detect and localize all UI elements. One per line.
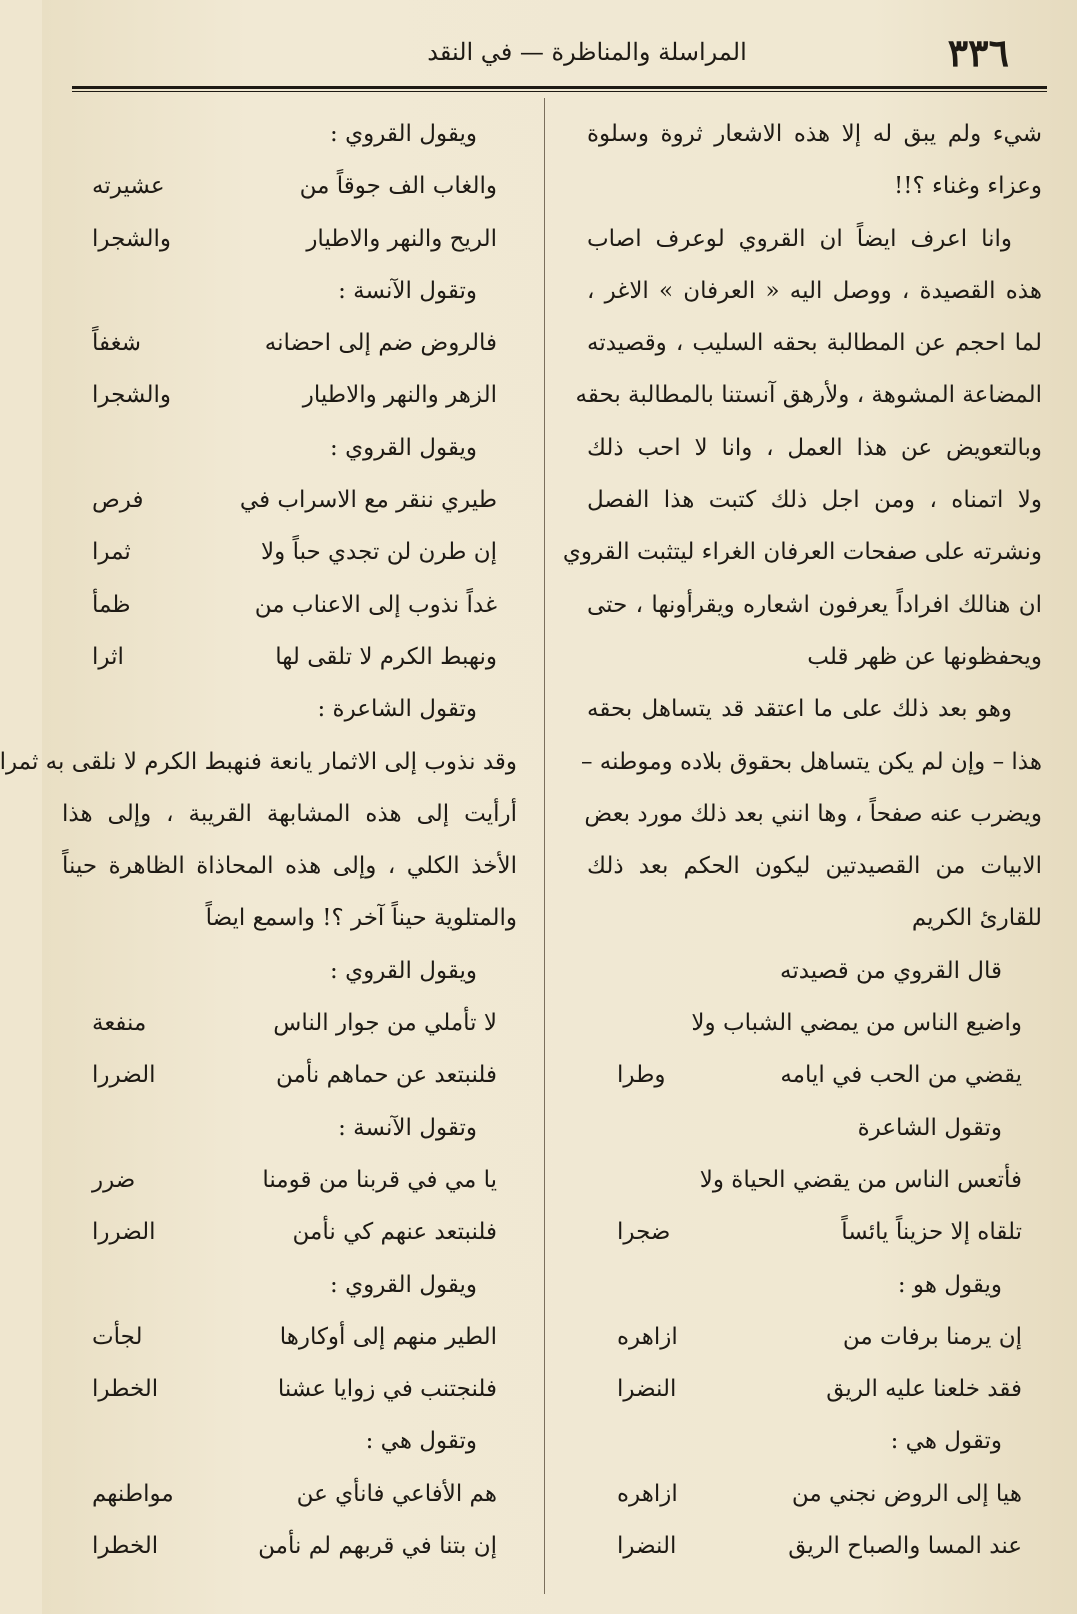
hemistich-second: النضرا (617, 1376, 677, 1403)
hemistich-first: فلنبتعد عنهم كي نأمن (292, 1219, 497, 1246)
hemistich-second: ضرر (92, 1166, 136, 1193)
verse-line (62, 526, 517, 578)
speaker-caption: ويقول القروي : (330, 1271, 477, 1298)
right-column (562, 108, 1042, 1572)
hemistich-second: الضررا (92, 1062, 156, 1089)
hemistich-first: إن يرمنا برفات من (842, 1323, 1022, 1350)
speaker-caption: قال القروي من قصيدته (780, 957, 1002, 984)
hemistich-second: مواطنهم (92, 1480, 174, 1507)
hemistich-second: عشيرته (92, 173, 165, 200)
text-line: للقارئ الكريم (911, 905, 1042, 932)
hemistich-first: فأتعس الناس من يقضي الحياة ولا (699, 1166, 1022, 1193)
hemistich-second: فرص (92, 487, 144, 514)
hemistich-second: ظمأ (92, 591, 131, 618)
hemistich-second: وطرا (617, 1062, 666, 1089)
verse-line (62, 1311, 517, 1363)
text-line: ان هنالك افراداً يعرفون اشعاره ويقرأونها ، حتى (587, 591, 1042, 618)
verse-line (587, 1311, 1042, 1363)
hemistich-second: منفعة (92, 1010, 147, 1037)
text-line: وهو بعد ذلك على ما اعتقد قد يتساهل بحقه (587, 696, 1012, 723)
text-line: أرأيت إلى هذه المشابهة القريبة ، وإلى هذا (62, 800, 517, 827)
hemistich-first: ونهبط الكرم لا تلقى لها (275, 643, 497, 670)
verse-line (62, 1049, 517, 1101)
verse-line (587, 1363, 1042, 1415)
hemistich-first: هم الأفاعي فانأي عن (296, 1480, 497, 1507)
speaker-caption: وتقول الآنسة : (338, 277, 477, 304)
header-rule (72, 86, 1047, 92)
text-line: شيء ولم يبق له إلا هذه الاشعار ثروة وسلوة (587, 121, 1042, 147)
verse-line (62, 213, 517, 265)
running-title: المراسلة والمناظرة — في النقد (427, 38, 747, 66)
verse-line (587, 1520, 1042, 1572)
hemistich-second: ضجرا (617, 1219, 671, 1246)
text-line: هذا – وإن لم يكن يتساهل بحقوق بلاده وموطنه – (580, 748, 1042, 775)
hemistich-first: تلقاه إلا حزيناً يائساً (841, 1219, 1022, 1246)
hemistich-second: النضرا (617, 1533, 677, 1560)
text-line: هذه القصيدة ، ووصل اليه « العرفان » الاغر ، (587, 277, 1042, 304)
hemistich-first: الريح والنهر والاطيار (306, 225, 497, 252)
hemistich-first: طيري ننقر مع الاسراب في (239, 487, 497, 514)
hemistich-second: الضررا (92, 1219, 156, 1246)
text-line: ونشرته على صفحات العرفان الغراء ليتثبت القروي (562, 539, 1042, 566)
hemistich-first: فلنجتنب في زوايا عشنا (277, 1376, 497, 1403)
hemistich-first: يقضي من الحب في ايامه (780, 1062, 1022, 1089)
column-divider (544, 98, 545, 1594)
verse-line (62, 317, 517, 369)
verse-line (62, 579, 517, 631)
verse-line (587, 1206, 1042, 1258)
verse-line (587, 1154, 1042, 1206)
text-line: ويضرب عنه صفحاً ، وها انني بعد ذلك مورد بعض (584, 800, 1042, 827)
page-header (72, 28, 1047, 84)
verse-line (62, 369, 517, 421)
hemistich-second: لجأت (92, 1323, 143, 1350)
verse-line (62, 1154, 517, 1206)
hemistich-second: ازاهره (617, 1480, 678, 1507)
verse-line (62, 1206, 517, 1258)
hemistich-first: واضيع الناس من يمضي الشباب ولا (691, 1010, 1022, 1037)
hemistich-first: فالروض ضم إلى احضانه (264, 330, 497, 357)
speaker-caption: وتقول الشاعرة (857, 1114, 1002, 1141)
speaker-caption: وتقول هي : (890, 1428, 1002, 1455)
verse-line (587, 1049, 1042, 1101)
page-number: ٣٣٦ (947, 30, 1009, 75)
hemistich-first: فلنبتعد عن حماهم نأمن (276, 1062, 497, 1089)
verse-line (62, 997, 517, 1049)
hemistich-second: ازاهره (617, 1323, 678, 1350)
hemistich-second: ثمرا (92, 539, 131, 566)
hemistich-second: الخطرا (92, 1376, 159, 1403)
hemistich-first: إن بتنا في قربهم لم نأمن (258, 1533, 497, 1560)
verse-line (587, 1468, 1042, 1520)
text-line: الابيات من القصيدتين ليكون الحكم بعد ذلك (587, 853, 1042, 880)
hemistich-first: إن طرن لن تجدي حباً ولا (261, 539, 497, 566)
left-column (0, 108, 517, 1572)
speaker-caption: وتقول الآنسة : (338, 1114, 477, 1141)
text-line: وانا اعرف ايضاً ان القروي لوعرف اصاب (587, 225, 1012, 252)
hemistich-second: شغفاً (92, 330, 142, 357)
speaker-caption: وتقول الشاعرة : (317, 696, 477, 723)
text-line: ويحفظونها عن ظهر قلب (807, 643, 1042, 670)
speaker-caption: ويقول القروي : (330, 957, 477, 984)
text-line: وقد نذوب إلى الاثمار يانعة فنهبط الكرم لا نلقى به ثمرا (0, 748, 517, 775)
hemistich-first: الزهر والنهر والاطيار (302, 382, 497, 409)
hemistich-second: والشجرا (92, 225, 171, 252)
text-line: وبالتعويض عن هذا العمل ، وانا لا احب ذلك (587, 434, 1042, 461)
verse-line (62, 1468, 517, 1520)
verse-line (62, 1363, 517, 1415)
hemistich-first: والغاب الف جوقاً من (299, 173, 497, 200)
hemistich-second: اثرا (92, 643, 124, 670)
hemistich-second: الخطرا (92, 1533, 159, 1560)
hemistich-first: فقد خلعنا عليه الريق (826, 1376, 1022, 1403)
verse-line (62, 474, 517, 526)
hemistich-first: هيا إلى الروض نجني من (791, 1480, 1022, 1507)
text-line: والمتلوية حيناً آخر ؟! واسمع ايضاً (205, 905, 517, 932)
text-line: المضاعة المشوهة ، ولأرهق آنستنا بالمطالبة بحقه (575, 382, 1042, 409)
text-line: لما احجم عن المطالبة بحقه السليب ، وقصيدته (587, 330, 1042, 357)
speaker-caption: ويقول القروي : (330, 434, 477, 461)
hemistich-first: لا تأملي من جوار الناس (273, 1010, 497, 1037)
hemistich-first: الطير منهم إلى أوكارها (279, 1323, 497, 1350)
speaker-caption: ويقول القروي : (330, 121, 477, 147)
text-line: وعزاء وغناء ؟!! (894, 173, 1042, 200)
speaker-caption: ويقول هو : (897, 1271, 1002, 1298)
text-line: الأخذ الكلي ، وإلى هذه المحاذاة الظاهرة حيناً (62, 853, 517, 880)
hemistich-first: يا مي في قربنا من قومنا (262, 1166, 497, 1193)
text-line: ولا اتمناه ، ومن اجل ذلك كتبت هذا الفصل (587, 487, 1042, 514)
verse-line (587, 997, 1042, 1049)
verse-line (62, 1520, 517, 1572)
hemistich-first: غداً نذوب إلى الاعناب من (254, 591, 497, 618)
verse-line (62, 631, 517, 683)
verse-line (62, 160, 517, 212)
hemistich-second: والشجرا (92, 382, 171, 409)
hemistich-first: عند المسا والصباح الريق (788, 1533, 1022, 1560)
speaker-caption: وتقول هي : (365, 1428, 477, 1455)
